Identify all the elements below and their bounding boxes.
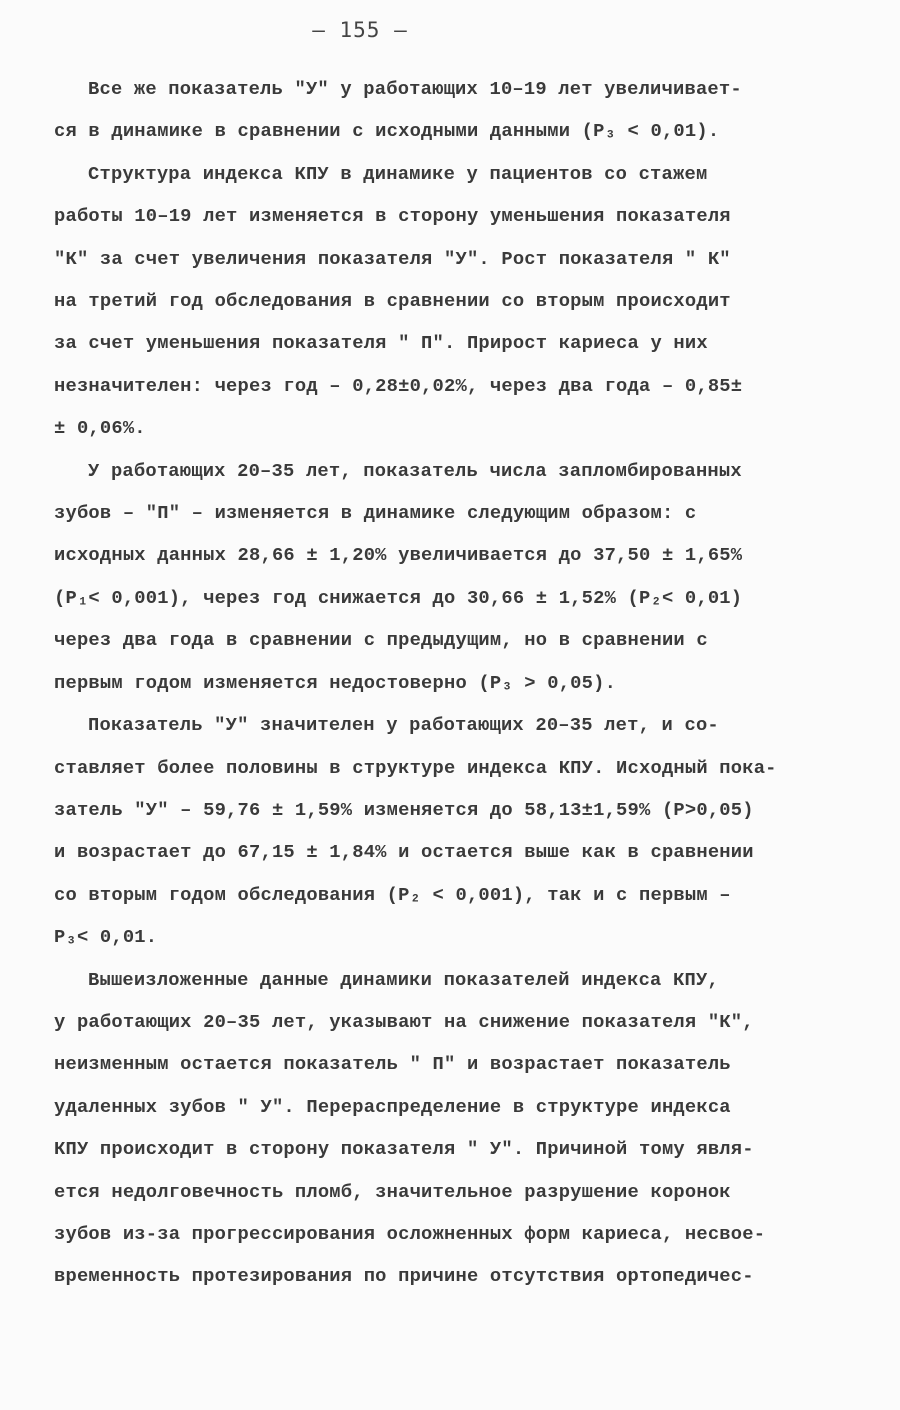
text-line: затель "У" – 59,76 ± 1,59% изменяется до 58,13±1,59% (P>0,05) (54, 798, 754, 821)
text-line: через два года в сравнении с предыдущим, но в сравнении с (54, 629, 708, 652)
paragraph (54, 959, 844, 1298)
text-line: P₃< 0,01. (54, 926, 158, 949)
text-line: зубов – "П" – изменяется в динамике следующим образом: с (54, 502, 697, 525)
paragraph (54, 68, 844, 153)
text-line: зубов из-за прогрессирования осложненных форм кариеса, несвое- (54, 1222, 766, 1245)
text-line: Вышеизложенные данные динамики показателей индекса КПУ, (88, 968, 719, 991)
text-line: первым годом изменяется недостоверно (P₃ > 0,05). (54, 671, 617, 694)
page-number: – 155 – (312, 18, 408, 42)
text-line: ± 0,06%. (54, 417, 146, 440)
text-line: незначителен: через год – 0,28±0,02%, через два года – 0,85± (54, 374, 743, 397)
text-line: исходных данных 28,66 ± 1,20% увеличивается до 37,50 ± 1,65% (54, 544, 743, 567)
text-line: и возрастает до 67,15 ± 1,84% и остается выше как в сравнении (54, 841, 754, 864)
paragraph (54, 153, 844, 450)
text-line: "К" за счет увеличения показателя "У". Рост показателя " К" (54, 247, 731, 270)
text-line: Показатель "У" значителен у работающих 20–35 лет, и со- (88, 714, 719, 737)
body-text (54, 68, 844, 1298)
text-line: работы 10–19 лет изменяется в сторону уменьшения показателя (54, 205, 731, 228)
text-line: Структура индекса КПУ в динамике у пациентов со стажем (88, 162, 708, 185)
text-line: временность протезирования по причине отсутствия ортопедичес- (54, 1265, 754, 1288)
text-line: на третий год обследования в сравнении со вторым происходит (54, 290, 731, 313)
text-line: удаленных зубов " У". Перераспределение в структуре индекса (54, 1095, 731, 1118)
paragraph (54, 704, 844, 958)
text-line: ставляет более половины в структуре индекса КПУ. Исходный пока- (54, 756, 777, 779)
text-line: ется недолговечность пломб, значительное разрушение коронок (54, 1180, 731, 1203)
text-line: у работающих 20–35 лет, указывают на снижение показателя "К", (54, 1010, 754, 1033)
text-line: за счет уменьшения показателя " П". Прирост кариеса у них (54, 332, 708, 355)
text-line: (P₁< 0,001), через год снижается до 30,66 ± 1,52% (P₂< 0,01) (54, 586, 743, 609)
text-line: КПУ происходит в сторону показателя " У". Причиной тому явля- (54, 1138, 754, 1161)
text-line: У работающих 20–35 лет, показатель числа запломбированных (88, 459, 742, 482)
text-line: Все же показатель "У" у работающих 10–19 лет увеличивает- (88, 78, 742, 100)
paragraph (54, 450, 844, 704)
text-line: со вторым годом обследования (P₂ < 0,001), так и с первым – (54, 883, 731, 906)
text-line: ся в динамике в сравнении с исходными данными (P₃ < 0,01). (54, 120, 720, 143)
text-line: неизменным остается показатель " П" и возрастает показатель (54, 1053, 731, 1076)
